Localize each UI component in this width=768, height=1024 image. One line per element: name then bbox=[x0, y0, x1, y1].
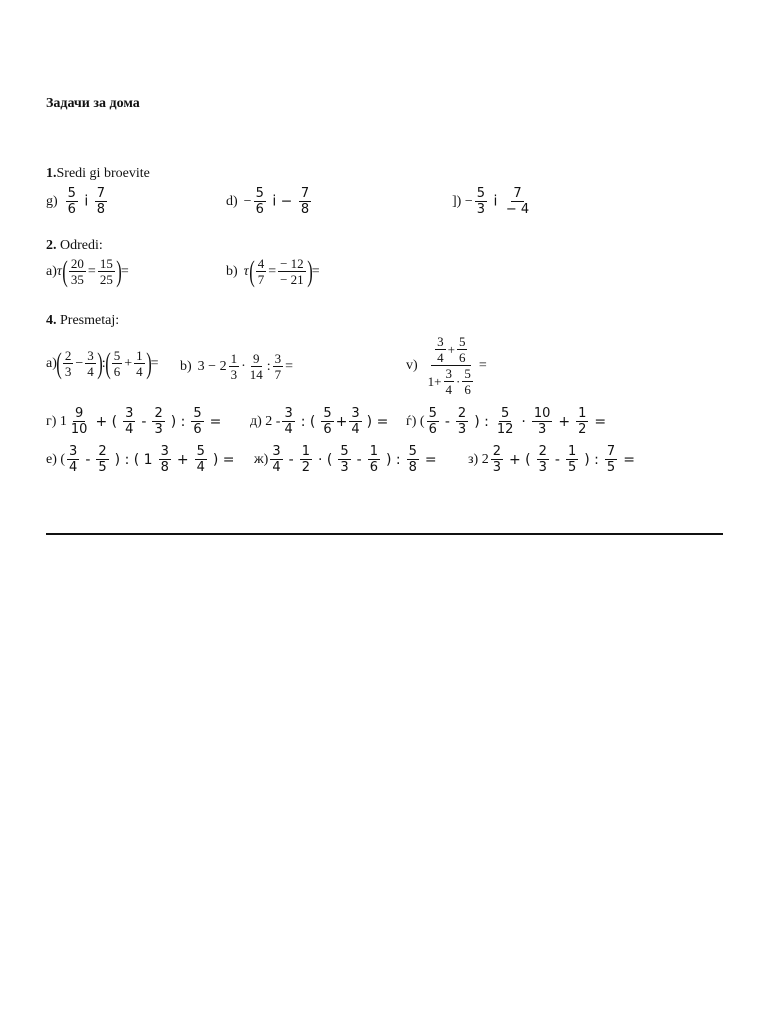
operator: : ( bbox=[300, 413, 316, 430]
numerator: 2 bbox=[154, 406, 163, 421]
equals: = bbox=[120, 263, 129, 279]
equals: = bbox=[311, 263, 320, 279]
fraction bbox=[504, 186, 531, 217]
denominator: 3 bbox=[537, 422, 547, 437]
denominator: 3 bbox=[476, 202, 486, 217]
expr bbox=[489, 444, 639, 475]
numerator: 3 bbox=[87, 348, 94, 363]
numerator: 3 bbox=[69, 444, 78, 459]
fraction bbox=[273, 351, 284, 382]
denominator: 3 bbox=[538, 460, 547, 475]
denominator: 6 bbox=[458, 350, 466, 365]
task-label: ж) bbox=[254, 451, 269, 467]
task-4-z bbox=[468, 444, 639, 475]
equals: = bbox=[424, 451, 437, 468]
fraction bbox=[282, 406, 294, 437]
expr bbox=[425, 406, 611, 437]
expr bbox=[252, 186, 314, 217]
fraction bbox=[338, 444, 350, 475]
compound-fraction bbox=[426, 334, 477, 397]
fraction bbox=[95, 186, 107, 217]
operator: - bbox=[141, 413, 147, 430]
operator: ) : bbox=[385, 451, 401, 468]
numerator: 5 bbox=[464, 366, 471, 381]
conjunction: i bbox=[493, 193, 498, 210]
operator: + bbox=[124, 355, 133, 371]
operator: ) : bbox=[584, 451, 599, 468]
denominator: 3 bbox=[154, 422, 163, 437]
numerator: 1 bbox=[578, 406, 587, 421]
expr bbox=[268, 444, 440, 475]
conjunction: i bbox=[84, 193, 89, 210]
denominator: 8 bbox=[300, 202, 310, 217]
denominator: 2 bbox=[301, 460, 310, 475]
numerator: 9 bbox=[75, 406, 84, 421]
denominator: 8 bbox=[408, 460, 417, 475]
tau-symbol: τ bbox=[56, 263, 62, 279]
section-4-heading bbox=[46, 313, 119, 329]
fraction bbox=[605, 444, 617, 475]
close-paren: ) bbox=[97, 346, 103, 380]
operator: ) : ( 1 bbox=[114, 451, 153, 468]
fraction bbox=[427, 406, 439, 437]
task-label: г) 1 bbox=[46, 413, 67, 429]
task-4-b bbox=[180, 351, 293, 382]
operator: + ( bbox=[95, 413, 118, 430]
task-label: з) 2 bbox=[468, 451, 489, 467]
numerator: 5 bbox=[323, 406, 332, 421]
numerator: 5 bbox=[476, 186, 486, 201]
fraction bbox=[67, 444, 79, 475]
task-label: a) bbox=[46, 263, 57, 279]
tau-symbol: τ bbox=[243, 263, 249, 279]
denominator: 5 bbox=[98, 460, 107, 475]
fraction bbox=[134, 348, 145, 379]
denominator: 6 bbox=[67, 202, 76, 217]
fraction bbox=[300, 444, 312, 475]
operator: - bbox=[554, 451, 560, 468]
fraction bbox=[66, 186, 78, 217]
task-4-zh bbox=[254, 444, 441, 475]
task-label: v) bbox=[406, 357, 418, 373]
numerator: 1 bbox=[567, 444, 577, 459]
number: 1+ bbox=[427, 374, 442, 389]
equals: ) = bbox=[212, 451, 235, 468]
denominator: 5 bbox=[606, 460, 616, 475]
fraction bbox=[69, 256, 86, 287]
fraction bbox=[112, 348, 123, 379]
fraction bbox=[407, 444, 419, 475]
fraction bbox=[321, 406, 333, 437]
operator: - bbox=[444, 413, 450, 430]
fraction bbox=[299, 186, 311, 217]
numerator: 3 bbox=[437, 334, 444, 349]
close-paren: ) bbox=[145, 346, 152, 380]
numerator: 2 bbox=[98, 444, 107, 459]
denominator: 14 bbox=[249, 367, 263, 382]
expr bbox=[64, 186, 109, 217]
operator: + bbox=[447, 342, 455, 357]
denominator: 10 bbox=[70, 422, 88, 437]
fraction bbox=[576, 406, 588, 437]
equals: = bbox=[623, 451, 635, 468]
expr bbox=[67, 406, 225, 437]
close-paren: ) bbox=[116, 254, 122, 288]
numerator: 5 bbox=[196, 444, 205, 459]
task-4-e bbox=[46, 444, 239, 475]
section-number: 4. bbox=[46, 313, 57, 328]
numerator: 5 bbox=[67, 186, 76, 201]
fraction bbox=[152, 406, 164, 437]
numerator: 3 bbox=[272, 444, 281, 459]
denominator: 4 bbox=[125, 422, 134, 437]
denominator: − 4 bbox=[505, 202, 530, 217]
numerator: 5 bbox=[500, 406, 510, 421]
task-2-b bbox=[226, 256, 320, 287]
denominator bbox=[426, 366, 477, 397]
numerator: 1 bbox=[369, 444, 378, 459]
denominator: 3 bbox=[340, 460, 349, 475]
fraction bbox=[98, 256, 115, 287]
operator: : bbox=[101, 355, 106, 371]
fraction bbox=[270, 444, 282, 475]
numerator: 1 bbox=[136, 348, 143, 363]
section-heading-text: Odredi: bbox=[60, 238, 103, 253]
denominator: 4 bbox=[445, 382, 453, 397]
minus-sign: − bbox=[243, 193, 252, 209]
fraction bbox=[191, 406, 203, 437]
denominator: 4 bbox=[69, 460, 78, 475]
operator: + ( bbox=[508, 451, 531, 468]
task-label: ѓ) ( bbox=[406, 413, 425, 429]
task-label: b) bbox=[226, 263, 238, 279]
numerator: 3 bbox=[160, 444, 169, 459]
task-label: ]) − bbox=[452, 193, 473, 209]
task-4-g bbox=[46, 406, 225, 437]
denominator: 6 bbox=[193, 422, 202, 437]
numerator: 2 bbox=[538, 444, 547, 459]
task-label: g) bbox=[46, 193, 58, 209]
numerator: 3 bbox=[351, 406, 360, 421]
mixed-number: 3 − 2 bbox=[197, 358, 227, 374]
fraction bbox=[63, 348, 74, 379]
expr bbox=[473, 186, 533, 217]
task-4-gj bbox=[406, 406, 610, 437]
fraction bbox=[444, 366, 455, 397]
denominator: 7 bbox=[257, 272, 265, 287]
section-heading-text: Sredi gi broevite bbox=[56, 166, 150, 181]
denominator: 6 bbox=[323, 422, 332, 437]
numerator: 9 bbox=[253, 351, 260, 366]
numerator: 3 bbox=[284, 406, 293, 421]
denominator: 3 bbox=[457, 422, 467, 437]
denominator: 6 bbox=[369, 460, 378, 475]
task-4-a bbox=[46, 348, 159, 379]
denominator: 12 bbox=[496, 422, 514, 437]
denominator: 6 bbox=[255, 202, 264, 217]
numerator: 2 bbox=[64, 348, 72, 363]
operator: - bbox=[85, 451, 91, 468]
equals: = bbox=[594, 413, 607, 430]
denominator: 25 bbox=[99, 272, 113, 287]
denominator: 4 bbox=[284, 422, 293, 437]
denominator: 4 bbox=[272, 460, 281, 475]
fraction bbox=[254, 186, 266, 217]
task-4-v bbox=[406, 334, 487, 397]
numerator: − 12 bbox=[280, 256, 304, 271]
denominator: 8 bbox=[160, 460, 169, 475]
denominator: 4 bbox=[437, 350, 444, 365]
fraction bbox=[69, 406, 90, 437]
fraction bbox=[532, 406, 553, 437]
close-paren: ) bbox=[306, 254, 313, 288]
section-number: 2. bbox=[46, 238, 57, 253]
fraction bbox=[256, 256, 267, 287]
numerator: 20 bbox=[70, 256, 84, 271]
numerator: 7 bbox=[96, 186, 106, 201]
equals: = bbox=[268, 263, 277, 279]
horizontal-rule bbox=[46, 533, 723, 535]
denominator: 6 bbox=[464, 382, 471, 397]
numerator: 5 bbox=[193, 406, 202, 421]
task-1-d bbox=[226, 186, 313, 217]
denominator: 35 bbox=[70, 272, 84, 287]
conjunction: i bbox=[272, 193, 277, 210]
operator: - bbox=[356, 451, 362, 468]
denominator: 4 bbox=[196, 460, 205, 475]
fraction bbox=[537, 444, 549, 475]
fraction bbox=[462, 366, 473, 397]
denominator: 4 bbox=[351, 422, 360, 437]
task-label: b) bbox=[180, 358, 192, 374]
denominator: 3 bbox=[230, 367, 238, 382]
numerator: 5 bbox=[458, 334, 466, 349]
denominator: 4 bbox=[136, 364, 143, 379]
equals: = bbox=[209, 413, 222, 430]
numerator: 5 bbox=[255, 186, 264, 201]
section-heading-text: Presmetaj: bbox=[60, 313, 120, 328]
fraction bbox=[495, 406, 516, 437]
task-label: е) ( bbox=[46, 451, 66, 467]
page-title: Задачи за дома bbox=[46, 96, 140, 111]
numerator: 5 bbox=[340, 444, 349, 459]
expr bbox=[280, 406, 391, 437]
denominator: 4 bbox=[87, 364, 94, 379]
fraction bbox=[195, 444, 207, 475]
fraction bbox=[491, 444, 503, 475]
operator: · ( bbox=[317, 451, 333, 468]
equals: = bbox=[150, 355, 159, 371]
numerator: 1 bbox=[230, 351, 238, 366]
task-1-gj bbox=[452, 186, 533, 217]
operator: - bbox=[288, 451, 294, 468]
equals: = bbox=[87, 263, 96, 279]
numerator: 10 bbox=[533, 406, 551, 421]
fraction bbox=[229, 351, 240, 382]
operator: + bbox=[335, 413, 348, 430]
fraction bbox=[278, 256, 306, 287]
equals: ) = bbox=[366, 413, 389, 430]
open-paren: ( bbox=[248, 254, 255, 288]
numerator: 1 bbox=[301, 444, 310, 459]
fraction bbox=[85, 348, 96, 379]
open-paren: ( bbox=[104, 346, 111, 380]
denominator: 3 bbox=[64, 364, 72, 379]
section-2-heading bbox=[46, 238, 103, 254]
task-4-dd bbox=[250, 406, 391, 437]
fraction bbox=[475, 186, 487, 217]
operator: · bbox=[241, 358, 246, 374]
section-1-heading bbox=[46, 166, 150, 182]
fraction bbox=[368, 444, 380, 475]
task-label: d) bbox=[226, 193, 238, 209]
numerator: 2 bbox=[492, 444, 501, 459]
fraction bbox=[566, 444, 578, 475]
numerator: 5 bbox=[428, 406, 437, 421]
numerator: 3 bbox=[445, 366, 453, 381]
fraction bbox=[159, 444, 171, 475]
fraction bbox=[457, 334, 468, 365]
numerator: 7 bbox=[606, 444, 616, 459]
numerator: 7 bbox=[513, 186, 522, 201]
minus-sign: − bbox=[280, 193, 293, 210]
numerator: 2 bbox=[457, 406, 467, 421]
numerator: 7 bbox=[300, 186, 310, 201]
denominator: 3 bbox=[492, 460, 501, 475]
task-label: д) 2 - bbox=[250, 413, 281, 429]
task-2-a bbox=[46, 256, 129, 287]
section-number: 1. bbox=[46, 166, 57, 181]
numerator bbox=[431, 334, 471, 366]
operator: − bbox=[75, 355, 84, 371]
numerator: 5 bbox=[408, 444, 417, 459]
numerator: 4 bbox=[257, 256, 265, 271]
operator: + bbox=[176, 451, 189, 468]
denominator: 5 bbox=[567, 460, 577, 475]
numerator: 3 bbox=[125, 406, 134, 421]
operator: ) : bbox=[170, 413, 186, 430]
equals: = bbox=[478, 357, 487, 373]
denominator: 2 bbox=[578, 422, 587, 437]
denominator: 6 bbox=[428, 422, 437, 437]
fraction bbox=[349, 406, 361, 437]
task-label: a) bbox=[46, 355, 57, 371]
numerator: 5 bbox=[113, 348, 121, 363]
fraction bbox=[248, 351, 265, 382]
operator: · bbox=[456, 374, 461, 389]
open-paren: ( bbox=[56, 346, 62, 380]
operator: · bbox=[521, 413, 526, 430]
denominator: 7 bbox=[274, 367, 282, 382]
denominator: 6 bbox=[113, 364, 121, 379]
fraction bbox=[123, 406, 135, 437]
operator: ) : bbox=[474, 413, 489, 430]
fraction bbox=[96, 444, 108, 475]
equals: = bbox=[285, 358, 294, 374]
fraction bbox=[456, 406, 468, 437]
denominator: − 21 bbox=[280, 272, 304, 287]
task-1-g bbox=[46, 186, 109, 217]
operator: + bbox=[558, 413, 571, 430]
denominator: 8 bbox=[96, 202, 106, 217]
fraction bbox=[435, 334, 446, 365]
numerator: 15 bbox=[99, 256, 113, 271]
numerator: 3 bbox=[274, 351, 282, 366]
operator: : bbox=[266, 358, 271, 374]
expr bbox=[65, 444, 238, 475]
open-paren: ( bbox=[62, 254, 68, 288]
